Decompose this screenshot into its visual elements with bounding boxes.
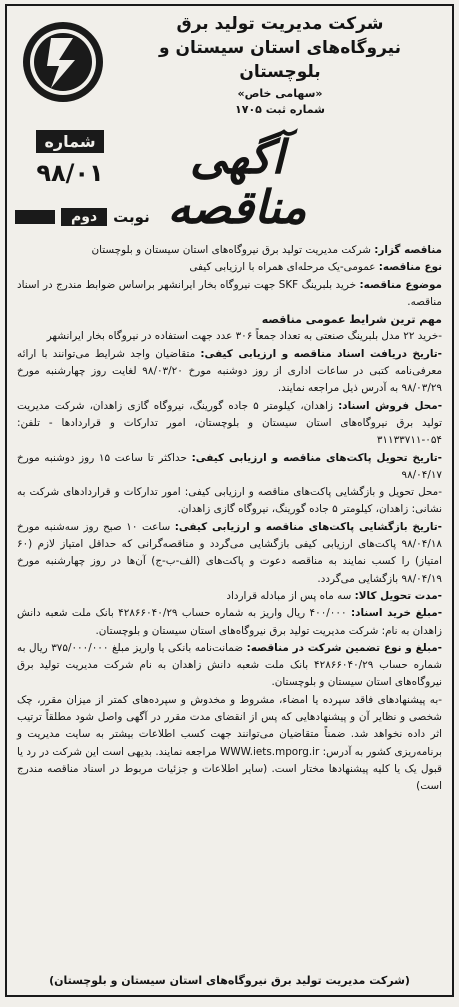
paragraph-goods-delivery-period (17, 588, 442, 605)
text: شرکت مدیریت تولید برق نیروگاه‌های استان سیستان و بلوچستان (91, 244, 375, 256)
tender-number-box (15, 130, 125, 187)
text: سه ماه پس از مبادله قرارداد (226, 589, 355, 602)
paragraph-tender-type (17, 259, 442, 276)
text: ۴۰۰/۰۰۰ ریال واریز به شماره حساب ۴۲۸۶۶۰۴۰/۲۹ بانک ملت شعبه دانش زاهدان به نام: شرکت مدیریت تولید برق نیروگاه‌های استان سیستان و بلوچستان. (17, 607, 442, 637)
label: -مبلغ خرید اسناد: (350, 607, 443, 620)
page-title: آگهی مناقصه (167, 130, 307, 234)
label: -محل فروش اسناد: (338, 399, 443, 412)
label: نوع مناقصه: (378, 261, 442, 274)
paragraph-opening-date (17, 519, 442, 588)
label: -مبلغ و نوع تضمین شرکت در مناقصه: (246, 641, 442, 654)
tender-number-label: شماره (36, 130, 103, 153)
label: -تاریخ بازگشایی پاکت‌های مناقصه و ارزیابی کیفی: (174, 520, 442, 533)
paragraph-delivery-location: -محل تحویل و بازگشایی پاکت‌های مناقصه و ارزیابی کیفی: امور تدارکات و قراردادهای شرکت به نشانی: زاهدان، کیلومتر ۵ جاده گورینگ، نیروگاه گازی زاهدان. (17, 486, 442, 516)
paragraph-delivery-date (17, 450, 442, 485)
text: زاهدان، کیلومتر ۵ جاده گورینگ، نیروگاه گازی زاهدان، شرکت مدیریت تولید برق نیروگاه‌های استان سیستان و بلوچستان، امور تدارکات و قراردادها - تلفن: ۰۵۴-۳۱۱۳۳۷۱۱ (17, 399, 442, 447)
notice-body (7, 236, 452, 796)
registration-number: شماره ثبت ۱۷۰۵ (235, 103, 325, 116)
text: ساعت ۱۰ صبح روز سه‌شنبه مورخ ۹۸/۰۴/۱۸ پاکت‌های ارزیابی کیفی بازگشایی می‌گردد و مناقصه‌گرانی که حداقل امتیاز لازم (۶۰ امتیاز) را کسب نمایند به مناقصه دعوت و پاکت‌های (الف-ب-ج) آن‌ها در روز چهارشنبه مورخ ۹۸/۰۴/۱۹ بازگشایی می‌گردد. (17, 520, 442, 585)
text: عمومی-یک مرحله‌ای همراه با ارزیابی کیفی (189, 261, 379, 274)
round-value: دوم (61, 208, 107, 226)
text: متقاضیان واجد شرایط می‌توانند با ارائه معرفی‌نامه کتبی در ساعات اداری از روز دوشنبه مورخ ۹۸/۰۳/۲۰ لغایت روز چهارشنبه مورخ ۹۸/۰۳/۲۹ به آدرس ذیل مراجعه نمایند. (17, 347, 443, 395)
paragraph-purchase-items: -خرید ۲۲ مدل بلبرینگ صنعتی به تعداد جمعاً ۳۰۶ عدد جهت استفاده در نیروگاه بخار ایرانشهر (46, 330, 442, 343)
paragraph-tender-subject (17, 277, 442, 312)
label: -تاریخ تحویل پاکت‌های مناقصه و ارزیابی کیفی: (191, 451, 442, 464)
paragraph-tender-organizer (17, 242, 442, 259)
decorative-bar (15, 210, 55, 224)
paragraph-terms: -به پیشنهادهای فاقد سپرده یا امضاء، مشروط و مخدوش و سپرده‌های کمتر از میزان مقرر، چک شخصی و نظایر آن و پیشنهادهایی که پس از انقضای مدت مقرر در آگهی واصل شود مطلقاً ترتیب اثر داده نخواهد شد. ضمناً متقاضیان می‌توانند جهت کسب اطلاعات بیشتر به سایت مدیریت و برنامه‌ریزی کشور به آدرس: WWW.iets.mporg.ir مراجعه نمایند. بدیهی است این شرکت در رد یا قبول یک یا کلیه پیشنهادها مختار است. (سایر اطلاعات و جزئیات مربوط در اسناد مناقصه مندرج است) (17, 693, 442, 793)
label: موضوع مناقصه: (359, 278, 442, 291)
company-type: «سهامی خاص» (237, 87, 323, 100)
text: خرید بلبرینگ SKF جهت نیروگاه بخار ایرانشهر براساس ضوابط مندرج در اسناد مناقصه. (17, 278, 442, 308)
conditions-title: مهم ترین شرایط عمومی مناقصه (261, 313, 442, 327)
company-line2: نیروگاه‌های استان سیستان و بلوچستان (158, 38, 401, 82)
label: -تاریخ دریافت اسناد مناقصه و ارزیابی کیفی: (200, 347, 442, 360)
header (7, 6, 452, 124)
paragraph-document-price (17, 605, 442, 640)
text: ضمانت‌نامه بانکی یا واریز مبلغ ۳۷۵/۰۰۰/۰۰۰ ریال به شماره حساب ۴۲۸۶۶۰۴۰/۲۹ بانک ملت شعبه دانش زاهدان به نام شرکت مدیریت تولید برق نیروگاه‌های استان سیستان و بلوچستان. (17, 641, 442, 689)
label: -مدت تحویل کالا: (354, 589, 442, 602)
banner (7, 124, 452, 236)
company-name-block (120, 12, 440, 118)
company-line1: شرکت مدیریت تولید برق (176, 14, 384, 34)
footer-signature: (شرکت مدیریت تولید برق نیروگاه‌های استان سیستان و بلوچستان) (49, 974, 410, 987)
round-badge (15, 208, 150, 226)
text: حداکثر تا ساعت ۱۵ روز دوشنبه مورخ ۹۸/۰۴/۱۷ (17, 451, 442, 481)
tender-notice (5, 4, 454, 997)
paragraph-sale-location (17, 398, 442, 450)
paragraph-document-receipt-date (17, 346, 442, 398)
tender-number-value: ۹۸/۰۱ (36, 159, 104, 187)
label: مناقصه گزار: (374, 244, 442, 256)
paragraph-guarantee (17, 640, 442, 692)
company-logo-icon (21, 20, 105, 104)
round-label: نوبت (113, 208, 150, 226)
